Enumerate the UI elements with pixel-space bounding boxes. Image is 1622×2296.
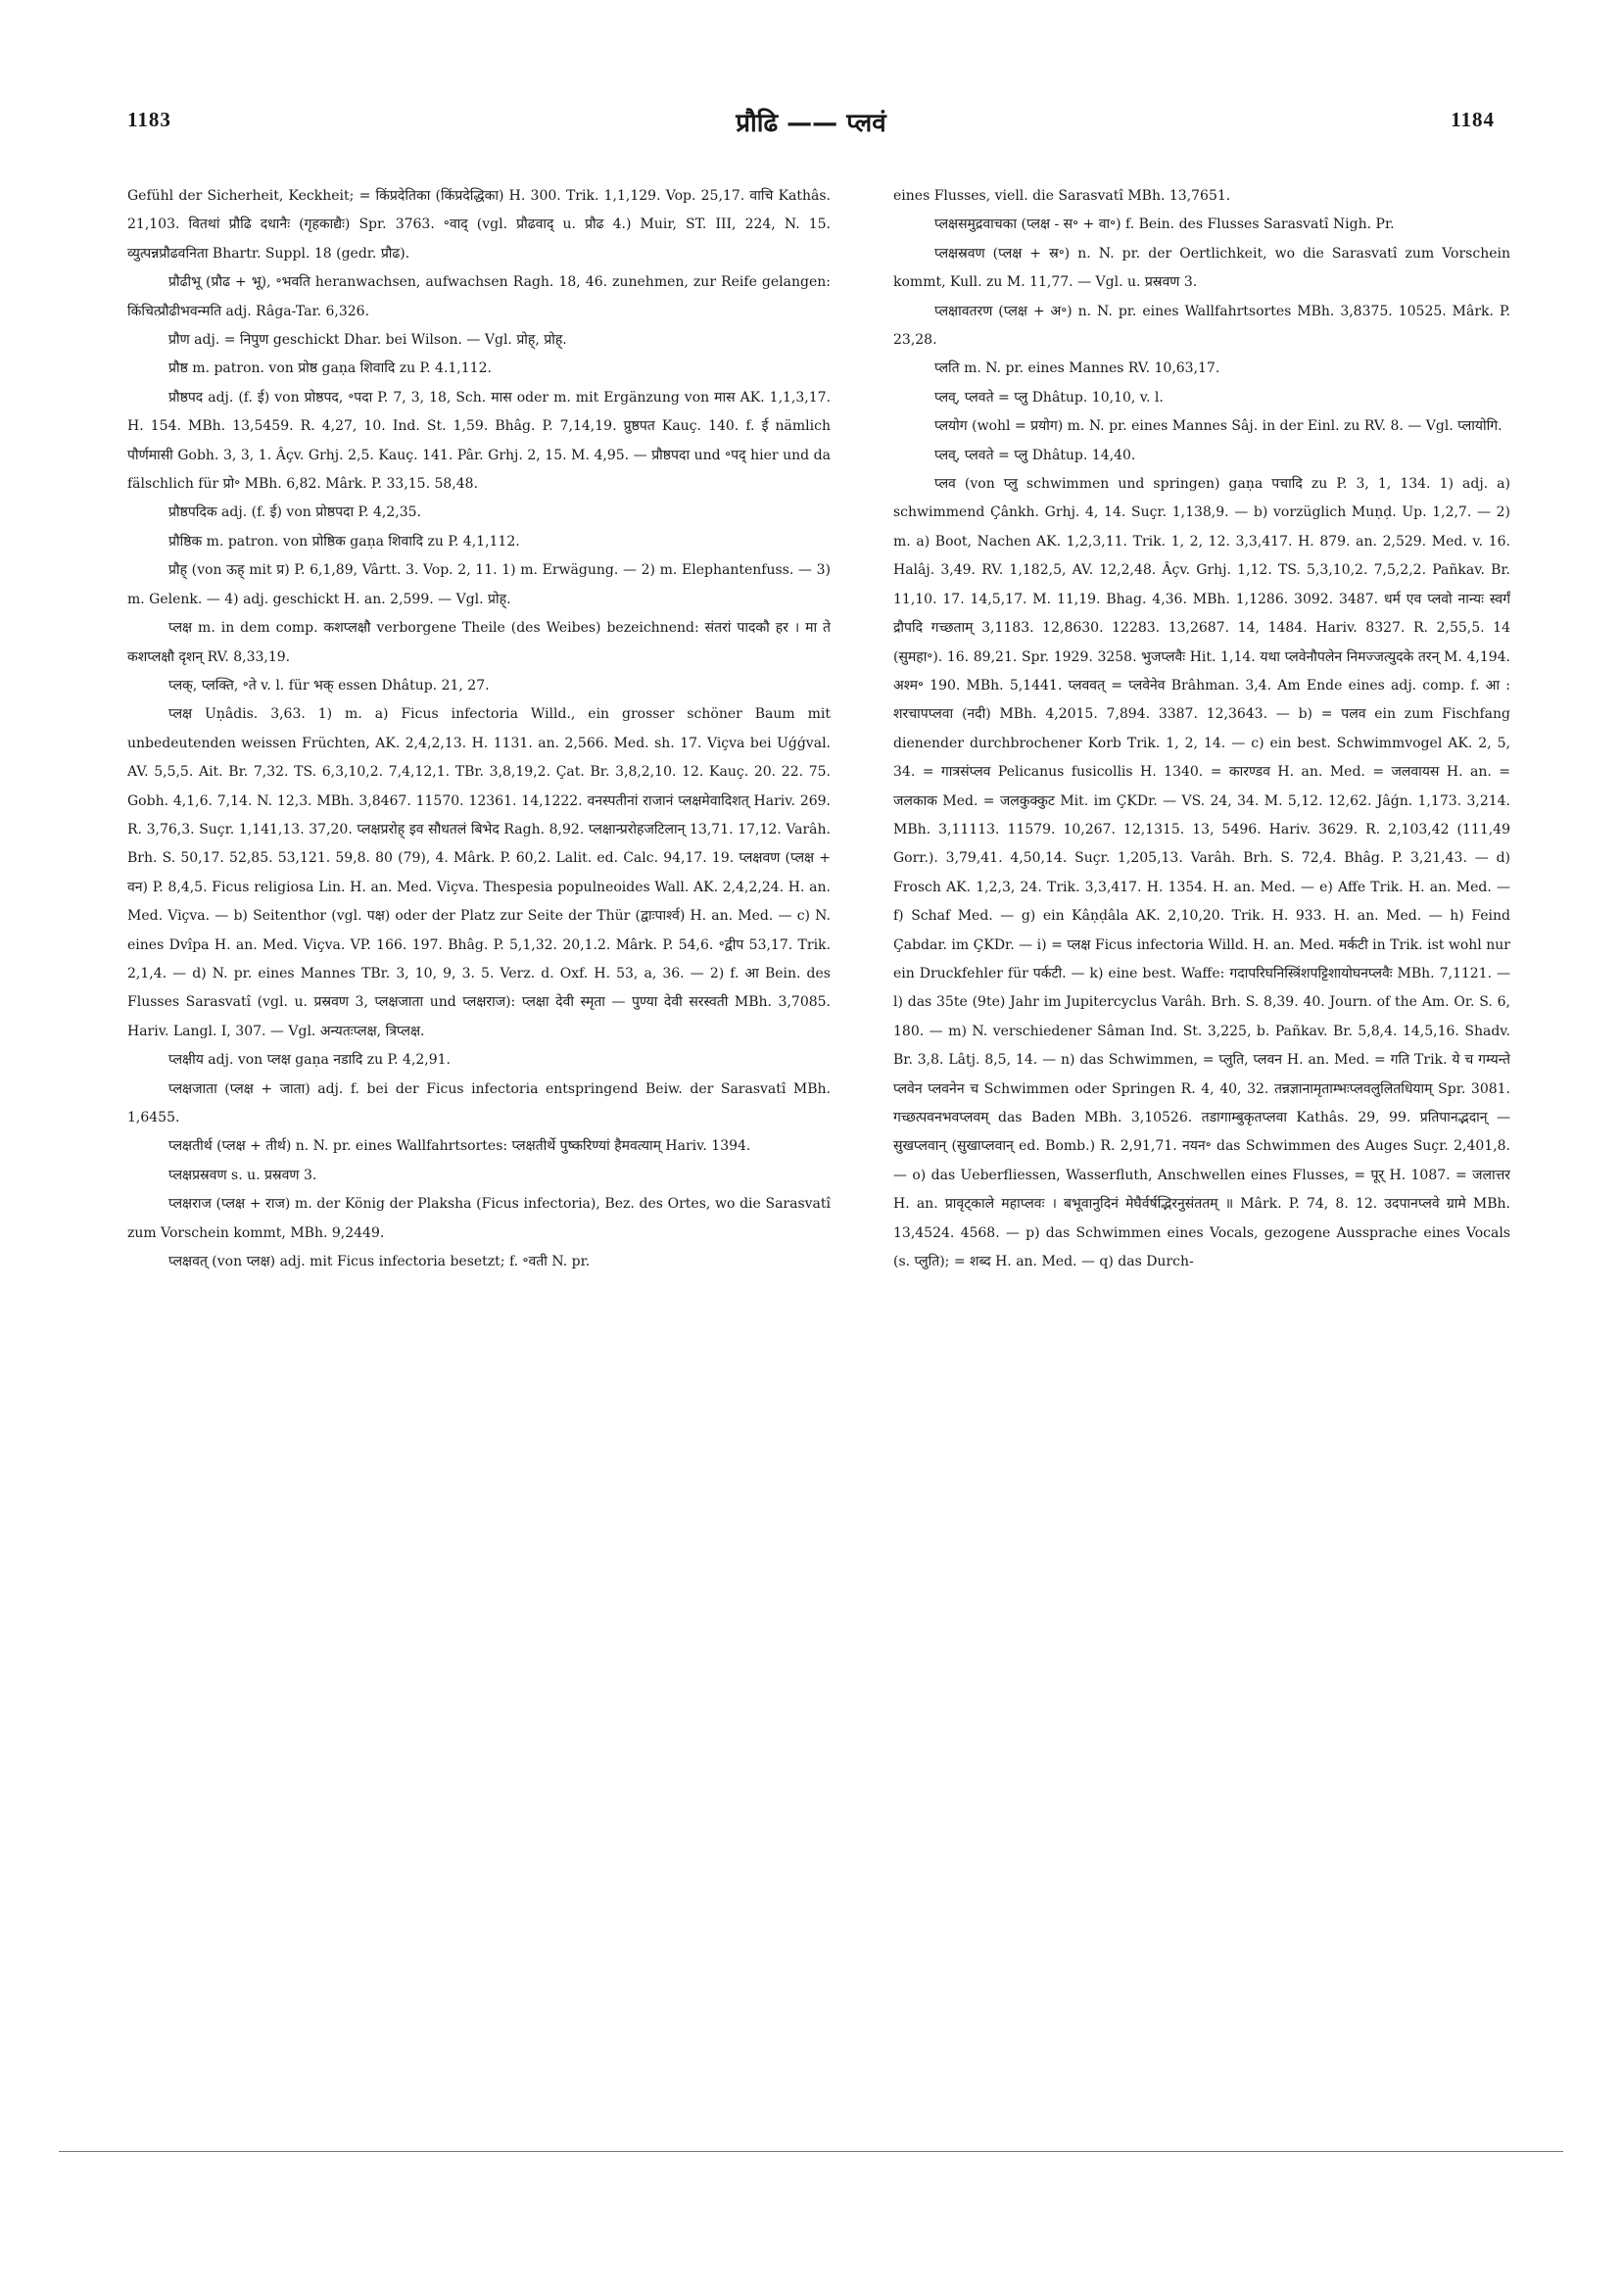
page-number-right: 1184 [1451, 108, 1495, 131]
dictionary-entry: Gefühl der Sicherheit, Keckheit; = किंप्रदेतिका (किंप्रदेद्धिका) H. 300. Trik. 1,1,129. Vop. 25,17. वाचि Kathâs. 21,103. वितथां प्रौढि दधानैः (गृहकाद्यैः) Spr. 3763. ॰वाद् (vgl. प्रौढवाद् u. प्रौढ 4.) Muir, ST. III, 224, N. 15. व्युत्पन्नप्रौढवनिता Bhartr. Suppl. 18 (gedr. प्रौढ). [127, 188, 831, 262]
page-number-left: 1183 [127, 108, 171, 131]
bottom-rule [59, 2151, 1563, 2152]
dictionary-entry: प्रौष्ठपद adj. (f. ई) von प्रोष्ठपद, ॰पदा P. 7, 3, 18, Sch. मास oder m. mit Ergänzung von मास AK. 1,1,3,17. H. 154. MBh. 13,5459. R. 4,27, 10. Ind. St. 1,59. Bhâg. P. 7,14,19. प्रुष्ठपत Kauç. 140. f. ई nämlich पौर्णमासी Gobh. 3, 3, 1. Âçv. Grhj. 2,5. Kauç. 141. Pâr. Grhj. 2, 15. M. 4,95. — प्रौष्ठपदा und ॰पद् hier und da fälschlich für प्रो॰ MBh. 6,82. Mârk. P. 33,15. 58,48. [127, 389, 831, 493]
dictionary-entry: प्लव (von प्लु schwimmen und springen) gaṇa पचादि zu P. 3, 1, 134. 1) adj. a) schwimmend Çânkh. Grhj. 4, 14. Suçr. 1,138,9. — b) vorzüglich Muṇḍ. Up. 1,2,7. — 2) m. a) Boot, Nachen AK. 1,2,3,11. Trik. 1, 2, 12. 3,3,417. H. 879. an. 2,529. Med. v. 16. Halâj. 3,49. RV. 1,182,5, AV. 12,2,48. Âçv. Grhj. 1,12. TS. 5,3,10,2. 7,5,2,2. Pañkav. Br. 11,10. 17. 14,5,17. M. 11,19. Bhag. 4,36. MBh. 1,1286. 3092. 3487. धर्म एव प्लवो नान्यः स्वर्गं द्रौपदि गच्छताम् 3,1183. 12,8630. 12283. 13,2687. 14, 1484. Hariv. 8327. R. 2,55,5. 14 (सुमहा॰). 16. 89,21. Spr. 1929. 3258. भुजप्लवैः Hit. 1,14. यथा प्लवेनौपलेन निमज्जत्युदके तरन् M. 4,194. अश्म॰ 190. MBh. 5,1441. प्लववत् = प्लवेनेव Brâhman. 3,4. Am Ende eines adj. comp. f. आ : शरचापप्लवा (नदी) MBh. 4,2015. 7,894. 3387. 12,3643. — b) = पलव ein zum Fischfang dienender durchbrochener Korb Trik. 1, 2, 14. — c) ein best. Schwimmvogel AK. 2, 5, 34. = गात्रसंप्लव Pelicanus fusicollis H. 1340. = कारण्डव H. an. Med. = जलवायस H. an. = जलकाक Med. = जलकुक्कुट Mit. im ÇKDr. — VS. 24, 34. M. 5,12. 12,62. Jâǵn. 1,173. 3,214. MBh. 3,11113. 11579. 10,267. 12,1315. 13, 5496. Hariv. 3629. R. 2,103,42 (111,49 Gorr.). 3,79,41. 4,50,14. Suçr. 1,205,13. Varâh. Brh. S. 72,4. Bhâg. P. 3,21,43. — d) Frosch AK. 1,2,3, 24. Trik. 3,3,417. H. 1354. H. an. Med. — e) Affe Trik. H. an. Med. — f) Schaf Med. — g) ein Kâṇḍâla AK. 2,10,20. Trik. H. 933. H. an. Med. — h) Feind Çabdar. im ÇKDr. — i) = प्लक्ष Ficus infectoria Willd. H. an. Med. मर्कटी in Trik. ist wohl nur ein Druckfehler für पर्कटी. — k) eine best. Waffe: गदापरिघनिस्त्रिंशपट्टिशायोघनप्लवैः MBh. 7,1121. — l) das 35te (9te) Jahr im Jupitercyclus Varâh. Brh. S. 8,39. 40. Journ. of the Am. Or. S. 6, 180. — m) N. verschiedener Sâman Ind. St. 3,225, b. Pañkav. Br. 5,8,4. 14,5,16. Shadv. Br. 3,8. Lâtj. 8,5, 14. — n) das Schwimmen, = प्लुति, प्लवन H. an. Med. = गति Trik. ये च गम्यन्ते प्लवेन प्लवनेन च Schwimmen oder Springen R. 4, 40, 32. तन्नज्ञानामृताम्भःप्लवलुलितधियाम् Spr. 3081. गच्छत्पवनभवप्लवम् das Baden MBh. 3,10526. तडागाम्बुकृतप्लवा Kathâs. 29, 99. प्रतिपानद्भदान् — सुखप्लवान् (सुखाप्लवान् ed. Bomb.) R. 2,91,71. नयन॰ das Schwimmen des Auges Suçr. 2,401,8. — o) das Ueberfliessen, Wasserfluth, Anschwellen eines Flusses, = पूर् H. 1087. = जलात्तर H. an. प्रावृट्काले महाप्लवः । बभूवानुदिनं मेघैर्वर्षद्भिरनुसंततम् ॥ Mârk. P. 74, 8. 12. उदपानप्लवे ग्रामे MBh. 13,4524. 4568. — p) das Schwimmen eines Vocals, gezogene Aussprache eines Vocals (s. प्लुति); = शब्द H. an. Med. — q) das Durch- [893, 476, 1510, 1270]
running-head: प्रौढि —— प्लवं [736, 109, 886, 138]
dictionary-entry: प्लव्, प्लवते = प्लु Dhâtup. 10,10, v. l. [934, 389, 1164, 406]
dictionary-entry: प्लक्षसमुद्रवाचका (प्लक्ष - स॰ + वा॰) f. Bein. des Flusses Sarasvatî Nigh. Pr. [934, 216, 1395, 233]
dictionary-entry: प्रौष्ठिक m. patron. von प्रोष्ठिक gaṇa शिवादि zu P. 4,1,112. [168, 533, 520, 550]
page-header [0, 108, 1622, 147]
dictionary-entry: प्लक्षीय adj. von प्लक्ष gaṇa नडादि zu P. 4,2,91. [168, 1052, 452, 1069]
dictionary-entry: प्लक्षराज (प्लक्ष + राज) m. der König der Plaksha (Ficus infectoria), Bez. des Ortes, wo die Sarasvatî zum Vorschein kommt, MBh. 9,2449. [127, 1196, 831, 1241]
dictionary-entry: प्लक्षस्रवण (प्लक्ष + स्र॰) n. N. pr. der Oertlichkeit, wo die Sarasvatî zum Vorschein kommt, Kull. zu M. 11,77. — Vgl. u. प्रस्रवण 3. [893, 245, 1510, 291]
dictionary-entry: प्लव्, प्लवते = प्लु Dhâtup. 14,40. [934, 447, 1136, 463]
right-column [893, 182, 1510, 2073]
dictionary-entry: प्रौण adj. = निपुण geschickt Dhar. bei Wilson. — Vgl. प्रोह्, प्रोह्. [168, 332, 567, 349]
dictionary-entry: प्रौढीभू (प्रौढ + भू), ॰भवति heranwachsen, aufwachsen Ragh. 18, 46. zunehmen, zur Reife gelangen: किंचित्प्रौढीभवन्मति adj. Râga-Tar. 6,326. [127, 274, 831, 319]
dictionary-entry: प्लक्षतीर्थ (प्लक्ष + तीर्थ) n. N. pr. eines Wallfahrtsortes: प्लक्षतीर्थे पुष्करिण्यां हैमवत्याम् Hariv. 1394. [168, 1138, 751, 1155]
left-column [127, 182, 831, 2073]
dictionary-entry: प्लक्षजाता (प्लक्ष + जाता) adj. f. bei der Ficus infectoria entspringend Beiw. der Sarasvatî MBh. 1,6455. [127, 1080, 831, 1125]
dictionary-entry: प्रौष्ठपदिक adj. (f. ई) von प्रोष्ठपदा P. 4,2,35. [168, 504, 422, 521]
dictionary-entry: प्लक्, प्लक्ति, ॰ते v. l. für भक् essen Dhâtup. 21, 27. [168, 677, 490, 694]
dictionary-entry: प्लयोग (wohl = प्रयोग) m. N. pr. eines Mannes Sâj. in der Einl. zu RV. 8. — Vgl. प्लायोगि. [934, 418, 1503, 435]
dictionary-entry: प्रौह् (von ऊह् mit प्र) P. 6,1,89, Vârtt. 3. Vop. 2, 11. 1) m. Erwägung. — 2) m. Elephantenfuss. — 3) m. Gelenk. — 4) adj. geschickt H. an. 2,599. — Vgl. प्रोह्. [127, 562, 831, 607]
dictionary-entry: प्लक्षावतरण (प्लक्ष + अ॰) n. N. pr. eines Wallfahrtsortes MBh. 3,8375. 10525. Mârk. P. 23,28. [893, 303, 1510, 349]
dictionary-entry: प्लति m. N. pr. eines Mannes RV. 10,63,17. [934, 360, 1220, 377]
dictionary-entry: प्रौष्ठ m. patron. von प्रोष्ठ gaṇa शिवादि zu P. 4.1,112. [168, 360, 492, 377]
dictionary-entry: प्लक्षप्रस्रवण s. u. प्रस्रवण 3. [168, 1167, 317, 1183]
dictionary-entry: eines Flusses, viell. die Sarasvatî MBh. 13,7651. [893, 188, 1231, 204]
dictionary-entry: प्लक्ष m. in dem comp. कशप्लक्षौ verborgene Theile (des Weibes) bezeichnend: संतरां पादकौ हर । मा ते कशप्लक्षौ दृशन् RV. 8,33,19. [127, 620, 831, 665]
dictionary-entry: प्लक्ष Uṇâdis. 3,63. 1) m. a) Ficus infectoria Willd., ein grosser schöner Baum mit unbedeutenden weissen Früchten, AK. 2,4,2,13. H. 1131. an. 2,566. Med. sh. 17. Viçva bei Uǵǵval. AV. 5,5,5. Ait. Br. 7,32. TS. 6,3,10,2. 7,4,12,1. TBr. 3,8,19,2. Çat. Br. 3,8,2,10. 12. Kauç. 20. 22. 75. Gobh. 4,1,6. 7,14. N. 12,3. MBh. 3,8467. 11570. 12361. 14,1222. वनस्पतीनां राजानं प्लक्षमेवादिशत् Hariv. 269. R. 3,76,3. Suçr. 1,141,13. 37,20. प्लक्षप्ररोह् इव सौधतलं बिभेद Ragh. 8,92. प्लक्षान्प्ररोहजटिलान् 13,71. 17,12. Varâh. Brh. S. 50,17. 52,85. 53,121. 59,8. 80 (79), 4. Mârk. P. 60,2. Lalit. ed. Calc. 94,17. 19. प्लक्षवण (प्लक्ष + वन) P. 8,4,5. Ficus religiosa Lin. H. an. Med. Viçva. Thespesia populneoides Wall. AK. 2,4,2,24. H. an. Med. Viçva. — b) Seitenthor (vgl. पक्ष) oder der Platz zur Seite der Thür (द्वाःपार्श्व) H. an. Med. — c) N. eines Dvîpa H. an. Med. Viçva. VP. 166. 197. Bhâg. P. 5,1,32. 20,1.2. Mârk. P. 54,6. ॰द्वीप 53,17. Trik. 2,1,4. — d) N. pr. eines Mannes TBr. 3, 10, 9, 3. 5. Verz. d. Oxf. H. 53, a, 36. — 2) f. आ Bein. des Flusses Sarasvatî (vgl. u. प्रस्रवण 3, प्लक्षजाता und प्लक्षराज): प्लक्षा देवी स्मृता — पुण्या देवी सरस्वती MBh. 3,7085. Hariv. Langl. I, 307. — Vgl. अन्यतःप्लक्ष, त्रिप्लक्ष. [127, 706, 831, 1039]
dictionary-entry: प्लक्षवत् (von प्लक्ष) adj. mit Ficus infectoria besetzt; f. ॰वती N. pr. [168, 1254, 591, 1270]
